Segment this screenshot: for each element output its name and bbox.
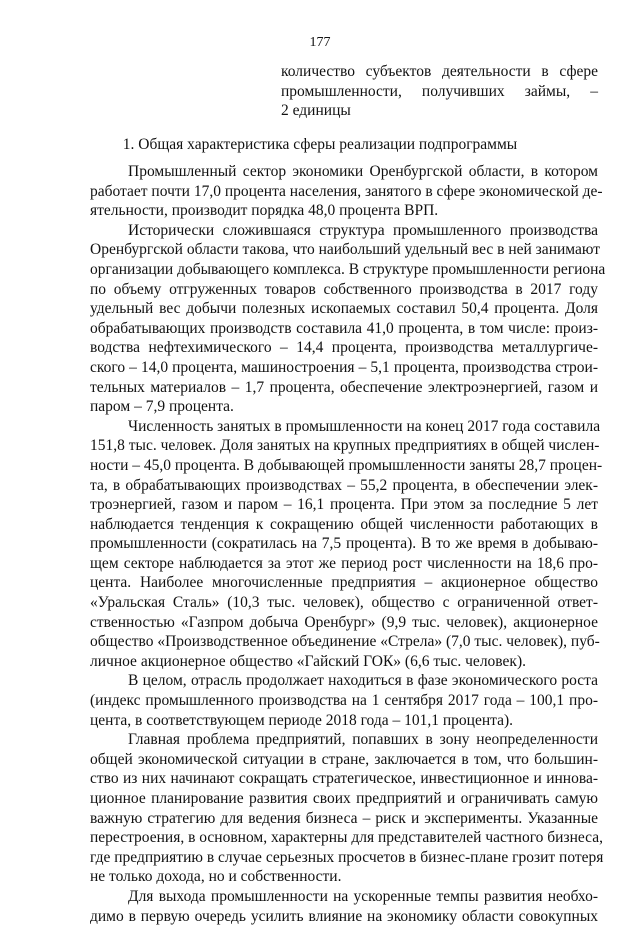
paragraph-line: удельный вес добычи полезных ископаемых составил 50,4 процента. Доля <box>90 300 598 318</box>
paragraph-line: ности – 45,0 процента. В добывающей промышленности заняты 28,7 процен- <box>90 456 603 474</box>
paragraph <box>90 221 606 417</box>
section-heading: 1. Общая характеристика сферы реализации подпрограммы <box>122 136 518 153</box>
paragraph-line: важную стратегию для ведения бизнеса – риск и эксперименты. Указанные <box>90 809 598 827</box>
paragraph-line: промышленности (сократилась на 7,5 процента). В то же время в добываю- <box>90 535 598 553</box>
paragraph-line: не только дохода, но и собственности. <box>90 868 342 886</box>
paragraph-line: 151,8 тыс. человек. Доля занятых на крупных предприятиях в общей числен- <box>90 437 600 455</box>
paragraph-line: Главная проблема предприятий, попавших в зону неопределенности <box>128 731 598 749</box>
indicator-line: промышленности, получивших займы, – <box>281 82 598 100</box>
paragraph-line: ционное планирование развития своих предприятий и ограничивать самую <box>90 790 598 807</box>
paragraph-line: тельных материалов – 1,7 процента, обеспечение электроэнергией, газом и <box>90 378 598 396</box>
paragraph-line: водства нефтехимического – 14,4 процента, производства металлургиче- <box>90 339 598 357</box>
paragraph-line: цента. Наиболее многочисленные предприятия – акционерное общество <box>90 574 598 592</box>
paragraph-line: организации добывающего комплекса. В структуре промышленности региона <box>90 260 606 278</box>
paragraph-line: по объему отгруженных товаров собственного производства в 2017 году <box>90 280 598 298</box>
paragraph <box>90 887 598 926</box>
paragraph-line: работает почти 17,0 процента населения, занятого в сфере экономической де- <box>90 182 603 200</box>
paragraph-line: Для выхода промышленности на ускоренные темпы развития необхо- <box>128 887 598 905</box>
paragraph-line: (индекс промышленного производства на 1 сентября 2017 года – 100,1 про- <box>90 692 598 710</box>
paragraph-line: ятельности, производит порядка 48,0 процента ВРП. <box>90 202 439 220</box>
paragraph-line: Оренбургской области такова, что наибольший удельный вес в ней занимают <box>90 241 601 259</box>
paragraph-line: та, в обрабатывающих производствах – 55,2 процента, в обеспечении элек- <box>90 476 598 494</box>
paragraph-line: обрабатывающих производств составила 41,0 процента, в том числе: произ- <box>90 319 598 337</box>
paragraph-line: троэнергией, газом и паром – 16,1 процента. При этом за последние 5 лет <box>90 496 598 514</box>
page-number: 177 <box>309 35 331 50</box>
paragraph <box>90 671 598 730</box>
paragraph-line: Промышленный сектор экономики Оренбургской области, в котором <box>128 163 598 180</box>
paragraph-line: В целом, отрасль продолжает находиться в фазе экономического роста <box>128 672 598 690</box>
paragraph <box>90 417 603 672</box>
paragraph-line: Исторически сложившаяся структура промышленного производства <box>128 221 598 239</box>
paragraph-line: Численность занятых в промышленности на конец 2017 года составила <box>128 417 601 435</box>
paragraph <box>90 730 604 887</box>
paragraph-line: ство из них начинают сокращать стратегическое, инвестиционное и иннова- <box>90 770 598 788</box>
paragraph-line: ственностью «Газпром добыча Оренбург» (9,9 тыс. человек), акционерное <box>90 613 598 631</box>
paragraph-line: где предприятию в случае серьезных просчетов в бизнес-плане грозит потеря <box>90 848 604 866</box>
paragraph-line: паром – 7,9 процента. <box>90 398 234 416</box>
paragraph-line: цента, в соответствующем периоде 2018 года – 101,1 процента). <box>90 711 514 729</box>
paragraph-line: «Уральская Сталь» (10,3 тыс. человек), общество с ограниченной ответ- <box>90 594 598 612</box>
paragraph-line: димо в первую очередь усилить влияние на экономику области совокупных <box>90 907 598 925</box>
paragraph-line: общей экономической ситуации в стране, заключается в том, что большин- <box>90 750 598 768</box>
indicator-block <box>281 62 598 121</box>
paragraph-line: личное акционерное общество «Гайский ГОК» (6,6 тыс. человек). <box>90 652 526 670</box>
paragraph-line: общество «Производственное объединение «Стрела» (7,0 тыс. человек), пуб- <box>90 633 600 651</box>
indicator-line: количество субъектов деятельности в сфере <box>281 63 598 80</box>
indicator-line: 2 единицы <box>281 102 351 119</box>
paragraph-line: перестроения, в основном, характерны для представителей частного бизнеса, <box>90 829 603 847</box>
paragraph-line: наблюдается тенденция к сокращению общей численности работающих в <box>90 515 598 533</box>
paragraph-line: щем секторе наблюдается за этот же период рост численности на 18,6 про- <box>90 554 598 572</box>
paragraph <box>90 162 603 221</box>
paragraph-line: ского – 14,0 процента, машиностроения – 5,1 процента, производства строи- <box>90 358 598 376</box>
body-text <box>90 162 606 926</box>
